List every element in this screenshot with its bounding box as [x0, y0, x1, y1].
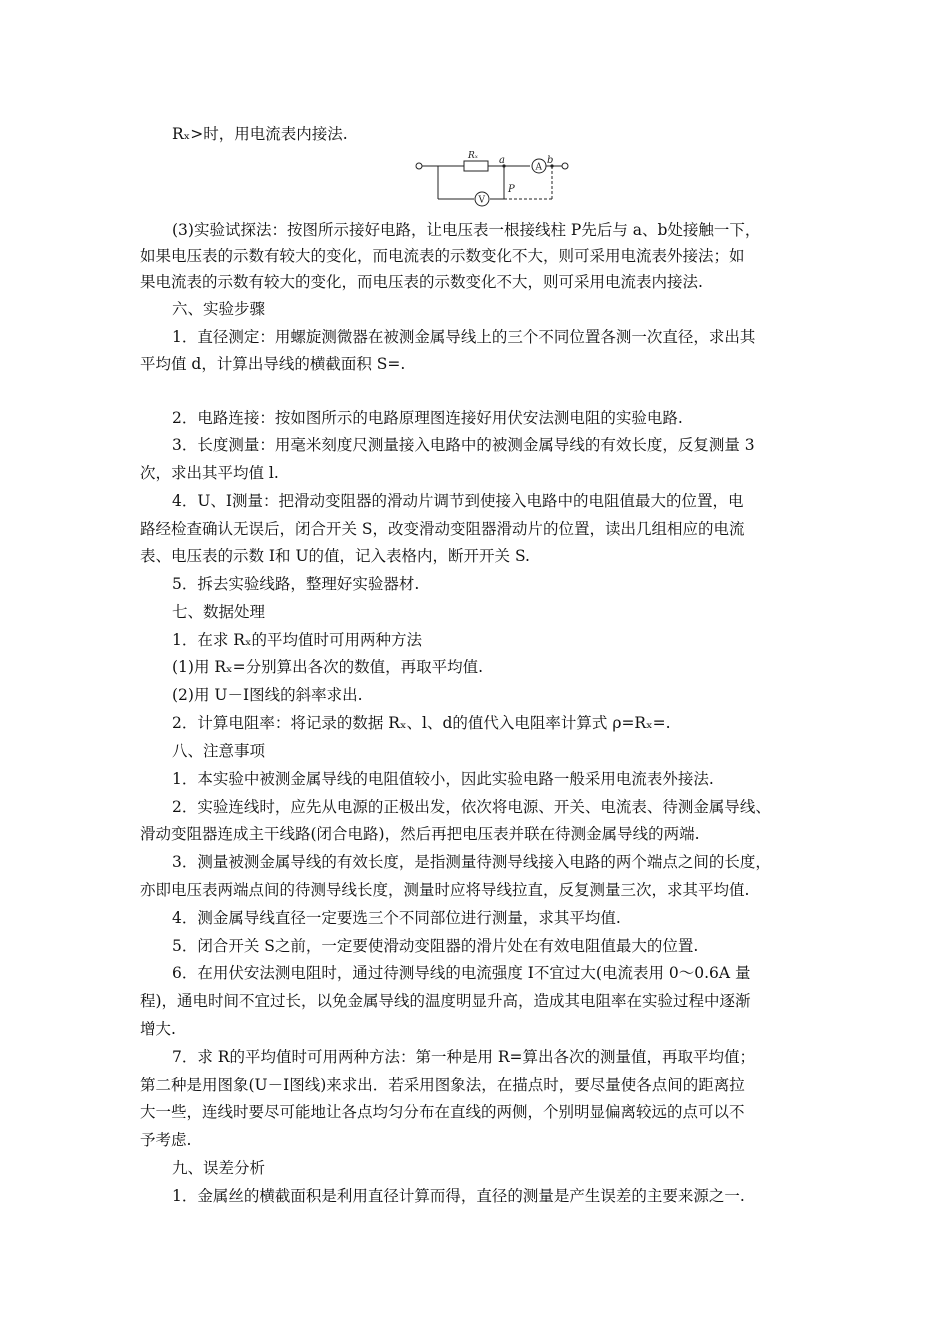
text-line: 1．在求 Rₓ的平均值时可用两种方法	[172, 631, 423, 649]
section-heading: 六、实验步骤	[172, 300, 266, 318]
text-line: 4．测金属导线直径一定要选三个不同部位进行测量，求其平均值.	[172, 909, 621, 927]
text-line: 果电流表的示数有较大的变化，而电压表的示数变化不大，则可采用电流表内接法.	[140, 273, 703, 291]
text-line: 程)，通电时间不宜过长，以免金属导线的温度明显升高，造成其电阻率在实验过程中逐渐	[140, 992, 751, 1010]
node-a-label: a	[499, 155, 505, 166]
text-line: 滑动变阻器连成主干线路(闭合电路)，然后再把电压表并联在待测金属导线的两端.	[140, 825, 700, 843]
text-line: 7．求 R的平均值时可用两种方法：第一种是用 R=算出各次的测量值，再取平均值；	[172, 1048, 756, 1066]
text-line: 1．直径测定：用螺旋测微器在被测金属导线上的三个不同位置各测一次直径，求出其	[172, 328, 756, 346]
text-line: 增大.	[140, 1020, 176, 1038]
text-line: 表、电压表的示数 I和 U的值，记入表格内，断开开关 S.	[140, 547, 530, 565]
section-heading: 八、注意事项	[172, 742, 266, 760]
text-line: 1．金属丝的横截面积是利用直径计算而得，直径的测量是产生误差的主要来源之一.	[172, 1187, 745, 1205]
terminal-left	[416, 163, 422, 169]
text-line: 2．计算电阻率：将记录的数据 Rₓ、l、d的值代入电阻率计算式 ρ=Rₓ=.	[172, 714, 671, 732]
probe-label: P	[508, 184, 515, 195]
text-line: 次，求出其平均值 l.	[140, 464, 279, 482]
node-b-label: b	[547, 155, 554, 166]
text-line: (2)用 U－I图线的斜率求出.	[172, 686, 363, 704]
text-line: 3．长度测量：用毫米刻度尺测量接入电路中的被测金属导线的有效长度，反复测量 3	[172, 436, 755, 454]
text-line: 平均值 d，计算出导线的横截面积 S=.	[140, 355, 406, 373]
text-line: 2．实验连线时，应先从电源的正极出发，依次将电源、开关、电流表、待测金属导线、	[172, 798, 771, 816]
text-line: 如果电压表的示数有较大的变化，而电流表的示数变化不大，则可采用电流表外接法；如	[140, 247, 745, 265]
text-line: 5．拆去实验线路，整理好实验器材.	[172, 575, 420, 593]
text-line: 第二种是用图象(U－I图线)来求出．若采用图象法，在描点时，要尽量使各点间的距离拉	[140, 1076, 745, 1094]
text-line: (1)用 Rₓ=分别算出各次的数值，再取平均值.	[172, 658, 484, 676]
text-line: 予考虑.	[140, 1131, 192, 1149]
circuit-diagram	[412, 150, 572, 208]
text-line: 6．在用伏安法测电阻时，通过待测导线的电流强度 I不宜过大(电流表用 0～0.6A 量	[172, 964, 751, 982]
text-line: 3．测量被测金属导线的有效长度，是指测量待测导线接入电路的两个端点之间的长度，	[172, 853, 771, 871]
text-line: 1．本实验中被测金属导线的电阻值较小，因此实验电路一般采用电流表外接法.	[172, 770, 714, 788]
text-line: 4．U、I测量：把滑动变阻器的滑动片调节到使接入电路中的电阻值最大的位置，电	[172, 492, 744, 510]
text-line: Rₓ>时，用电流表内接法.	[172, 125, 348, 143]
text-line: 大一些，连线时要尽可能地让各点均匀分布在直线的两侧，个别明显偏离较远的点可以不	[140, 1103, 745, 1121]
resistor-label: Rₓ	[468, 151, 478, 161]
voltmeter-label: V	[478, 195, 485, 206]
section-heading: 七、数据处理	[172, 603, 266, 621]
text-line: 2．电路连接：按如图所示的电路原理图连接好用伏安法测电阻的实验电路.	[172, 409, 683, 427]
section-heading: 九、误差分析	[172, 1159, 266, 1177]
ammeter-label: A	[535, 162, 542, 173]
text-line: 5．闭合开关 S之前，一定要使滑动变阻器的滑片处在有效电阻值最大的位置.	[172, 937, 699, 955]
terminal-right	[562, 163, 568, 169]
text-line: (3)实验试探法：按图所示接好电路，让电压表一根接线柱 P先后与 a、b处接触一下，	[172, 221, 761, 239]
text-line: 路经检查确认无误后，闭合开关 S，改变滑动变阻器滑动片的位置，读出几组相应的电流	[140, 520, 745, 538]
text-line: 亦即电压表两端点间的待测导线长度，测量时应将导线拉直，反复测量三次，求其平均值.	[140, 881, 750, 899]
resistor-rx	[464, 161, 488, 171]
circuit-svg	[412, 150, 572, 208]
